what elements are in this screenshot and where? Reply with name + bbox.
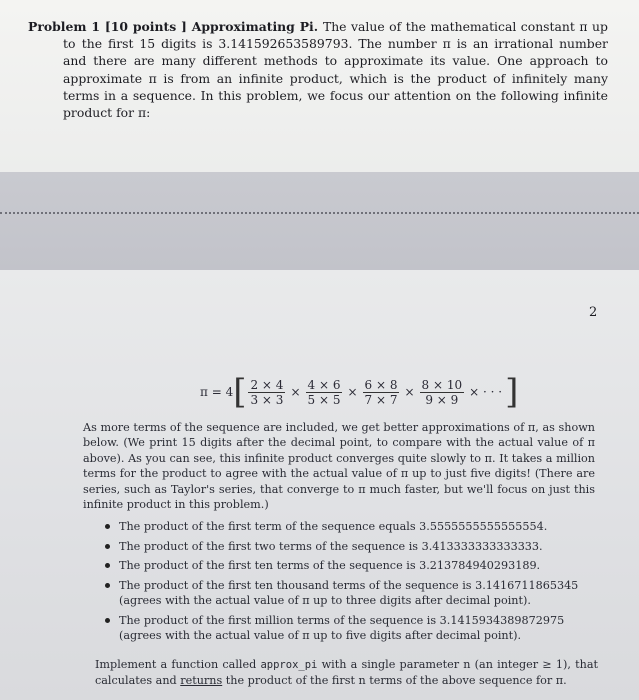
list-item: The product of the first ten thousand terms of the sequence is 3.1416711865345 (agrees with the actual value of π up to three digits after decimal point). <box>103 578 598 609</box>
formula-term-1: $\frac{2 \times 4}{3 \times 3}$ <box>250 377 284 407</box>
times-sign: × <box>404 385 415 399</box>
implement-instructions: Implement a function called approx_pi with a single parameter n (an integer ≥ 1), that calculates and returns the product of the first n terms of the above sequence for π. <box>95 658 598 688</box>
approximation-list <box>103 519 598 648</box>
bullet-icon <box>105 563 110 568</box>
function-name: approx_pi <box>260 659 318 671</box>
list-item: The product of the first term of the sequence equals 3.5555555555555554. <box>103 519 598 535</box>
intro-text: the first 15 digits is 3.141592653589793. The number π is an irrational number and there are many different methods to approximate its value. One approach to approximate π is from an infinite product, which is the product of infinitely many terms in a sequence. In this problem, we focus our attention on the following infinite product for π: <box>63 36 608 121</box>
right-bracket: ] <box>505 372 519 412</box>
problem-intro <box>28 18 608 121</box>
formula-tail: × · · · <box>469 385 503 399</box>
formula-term-2: $\frac{4 \times 6}{5 \times 5}$ <box>307 377 341 407</box>
pi-product-formula <box>200 372 518 412</box>
bullet-icon <box>105 618 110 623</box>
list-item: The product of the first two terms of the sequence is 3.413333333333333. <box>103 539 598 555</box>
times-sign: × <box>347 385 358 399</box>
problem-points: [10 points ] <box>104 19 187 34</box>
bullet-icon <box>105 583 110 588</box>
formula-lhs: π = 4 <box>200 385 234 399</box>
page-number: 2 <box>589 305 598 320</box>
page-break-divider <box>0 212 639 214</box>
explanation-paragraph: As more terms of the sequence are included, we get better approximations of π, as shown below. (We print 15 digits after the decimal point, to compare with the actual value of π above). As you can see, this infinite product converges quite slowly to π. It takes a million terms for the product to agree with the actual value of π up to just five digits! (There are series, such as Taylor's series, that converge to π much faster, but we'll focus on just this infinite product in this problem.) <box>83 421 595 512</box>
list-item: The product of the first million terms of the sequence is 3.1415934389872975 (agrees with the actual value of π up to five digits after decimal point). <box>103 613 598 644</box>
returns-underlined: returns <box>180 674 223 688</box>
formula-term-4: $\frac{8 \times 10}{9 \times 9}$ <box>421 377 463 407</box>
left-bracket: [ <box>233 372 247 412</box>
formula-term-3: $\frac{6 \times 8}{7 \times 7}$ <box>364 377 398 407</box>
page-break-band <box>0 172 639 270</box>
problem-title: Approximating Pi. <box>191 19 319 34</box>
problem-label: Problem 1 <box>28 19 100 34</box>
list-item: The product of the first ten terms of the sequence is 3.213784940293189. <box>103 558 598 574</box>
times-sign: × <box>290 385 301 399</box>
bullet-icon <box>105 524 110 529</box>
bullet-icon <box>105 544 110 549</box>
intro-line-1: The value of the mathematical constant π up to <box>63 19 608 52</box>
